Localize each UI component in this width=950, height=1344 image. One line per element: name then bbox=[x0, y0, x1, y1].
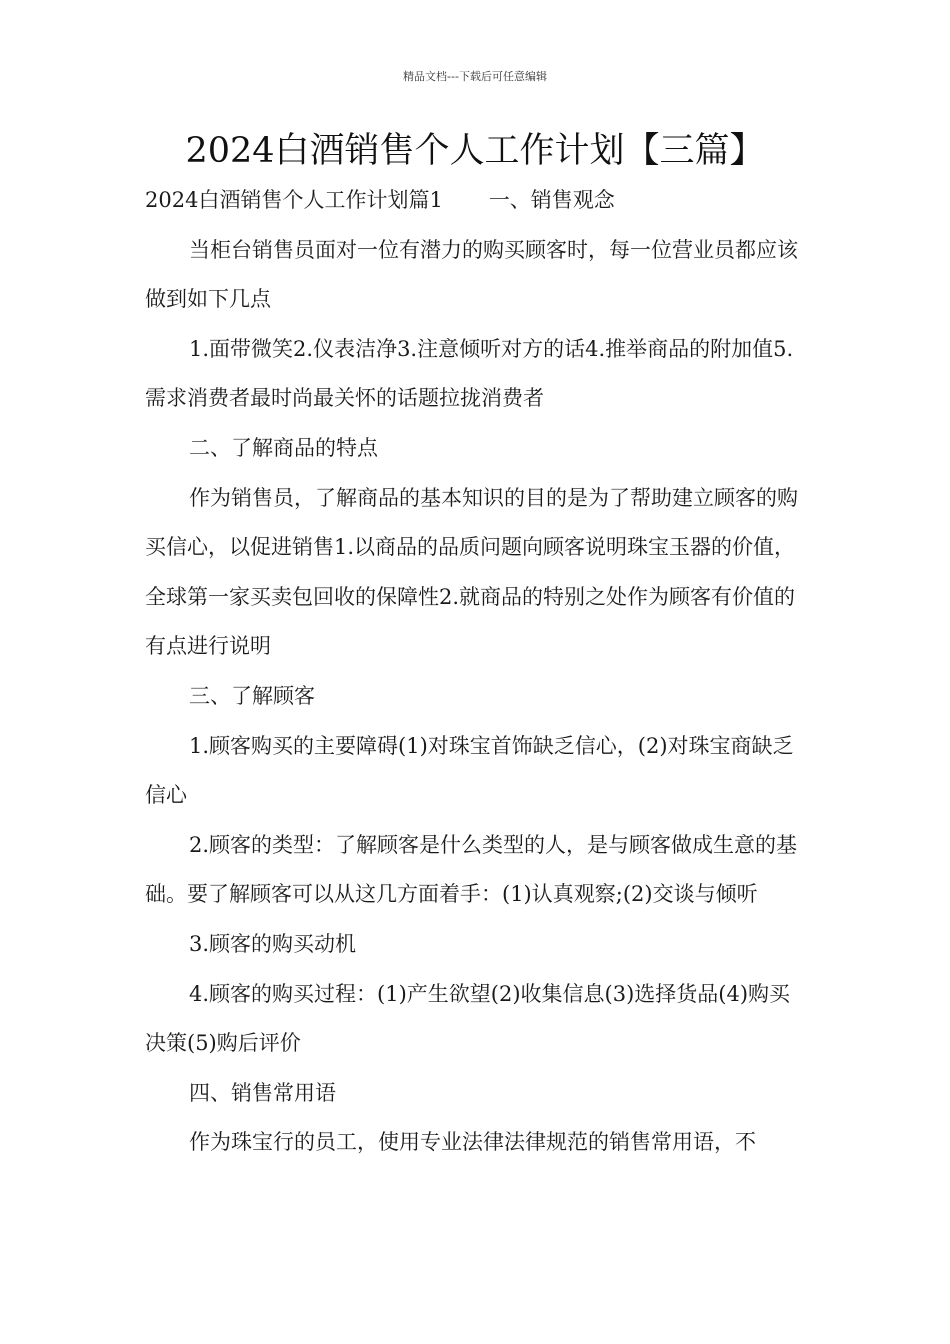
paragraph: 3.顾客的购买动机 bbox=[189, 931, 357, 956]
paragraph: 1.顾客购买的主要障碍(1)对珠宝首饰缺乏信心，(2)对珠宝商缺乏信心 bbox=[145, 733, 794, 808]
section-heading: 三、了解顾客 bbox=[189, 683, 315, 708]
section-heading: 二、了解商品的特点 bbox=[189, 435, 378, 460]
section-heading: 四、销售常用语 bbox=[189, 1080, 336, 1105]
paragraph: 4.顾客的购买过程：(1)产生欲望(2)收集信息(3)选择货品(4)购买决策(5)购后评价 bbox=[145, 981, 791, 1056]
paragraph: 作为珠宝行的员工，使用专业法律法律规范的销售常用语，不 bbox=[189, 1130, 756, 1155]
paragraph: 2.顾客的类型：了解顾客是什么类型的人，是与顾客做成生意的基础。要了解顾客可以从这几方面着手：(1)认真观察;(2)交谈与倾听 bbox=[145, 832, 798, 907]
paragraph: 1.面带微笑2.仪表洁净3.注意倾听对方的话4.推举商品的附加值5.需求消费者最时尚最关怀的话题拉拢消费者 bbox=[145, 336, 794, 411]
subtitle-left: 2024白酒销售个人工作计划篇1 bbox=[145, 188, 443, 212]
document-title: 2024白酒销售个人工作计划【三篇】 bbox=[185, 131, 765, 171]
page-header: 精品文档---下载后可任意编辑 bbox=[403, 70, 547, 83]
section-subtitle bbox=[145, 176, 807, 226]
subtitle-right: 一、销售观念 bbox=[488, 188, 615, 212]
document-body bbox=[145, 176, 807, 1168]
paragraph: 作为销售员，了解商品的基本知识的目的是为了帮助建立顾客的购买信心，以促进销售1.以商品的品质问题向顾客说明珠宝玉器的价值，全球第一家买卖包回收的保障性2.就商品的特别之处作为顾客有价值的有点进行说明 bbox=[145, 485, 798, 659]
paragraph: 当柜台销售员面对一位有潜力的购买顾客时，每一位营业员都应该做到如下几点 bbox=[145, 237, 798, 312]
